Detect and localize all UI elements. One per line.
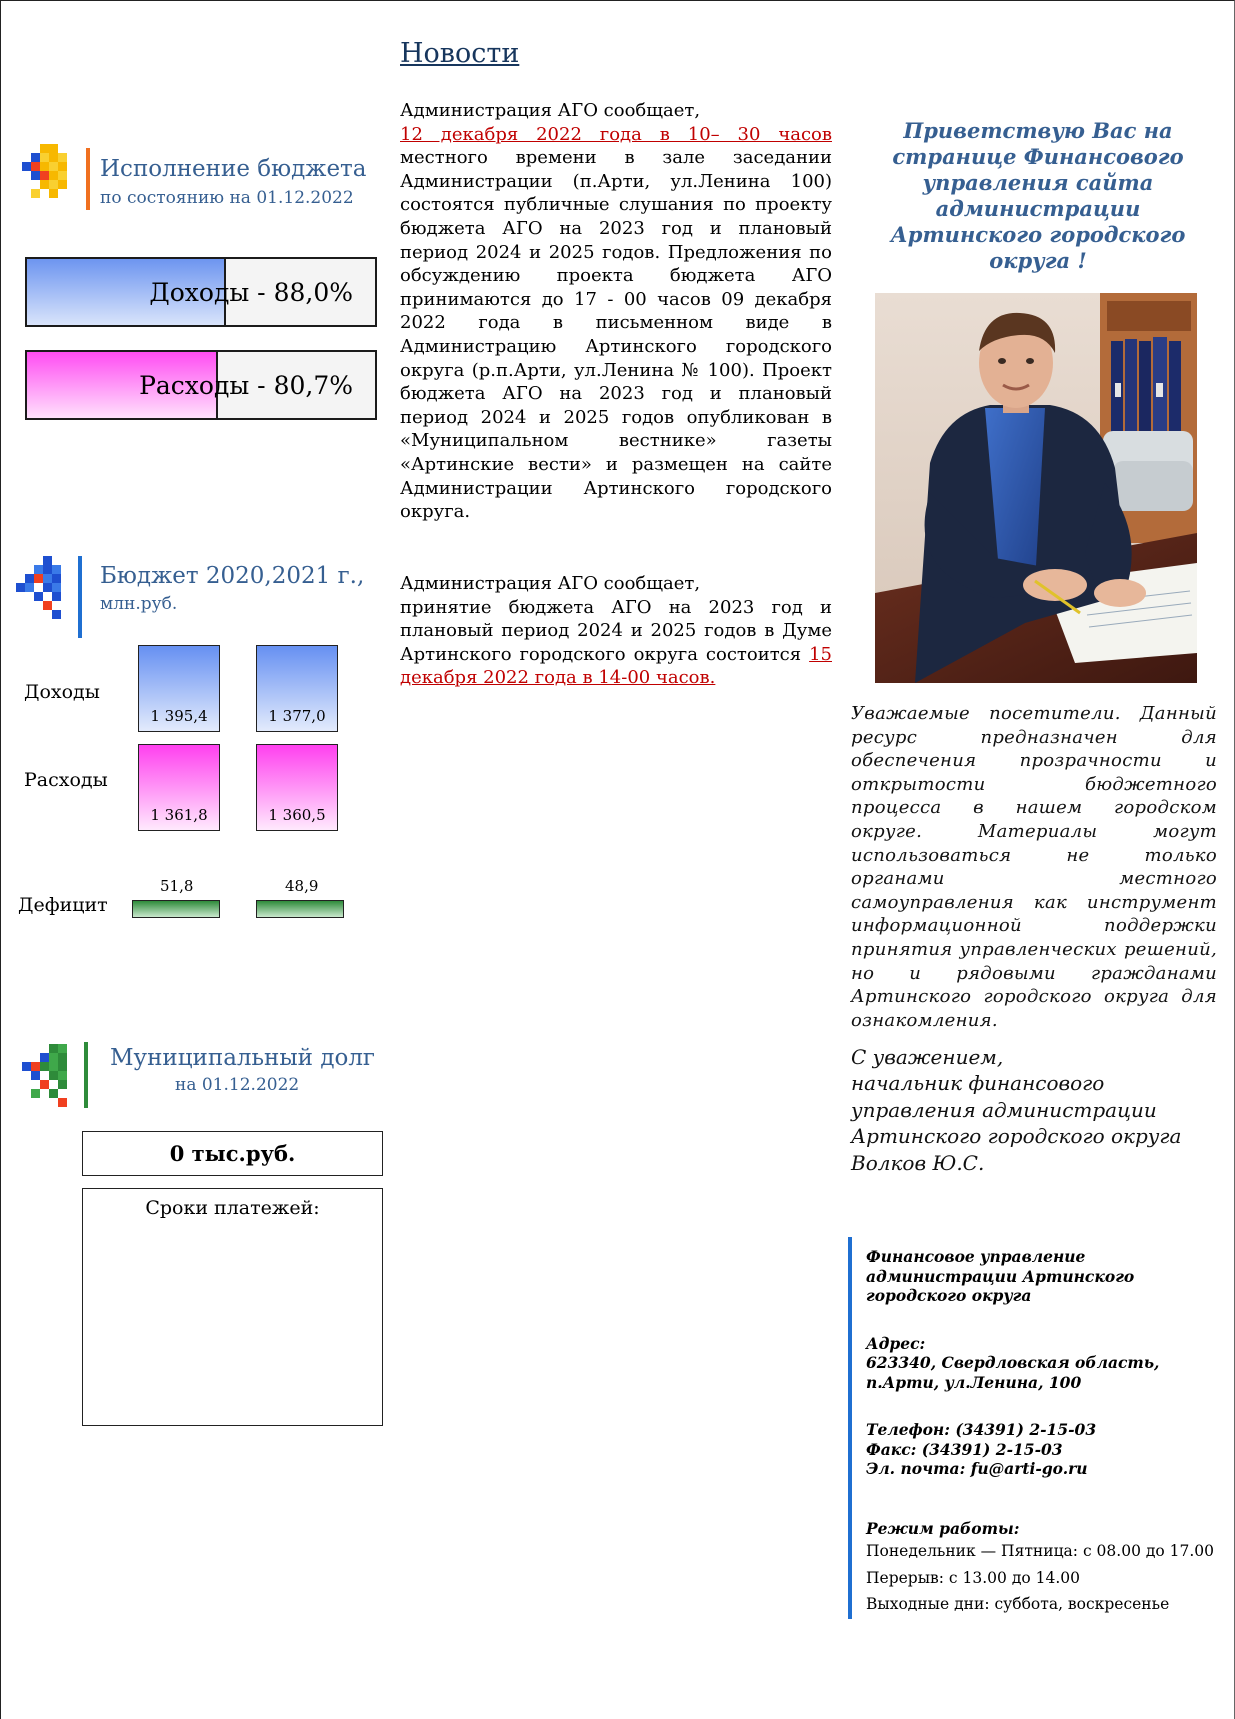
row-label-income: Доходы [24, 681, 100, 703]
contacts-org-3: городского округа [866, 1286, 1032, 1305]
news-item-2 [400, 572, 832, 690]
contacts-hours-3: Выходные дни: суббота, воскресенье [866, 1595, 1170, 1613]
contacts-hours-label: Режим работы: [866, 1518, 1020, 1538]
row-label-deficit: Дефицит [18, 894, 108, 916]
visitors-text: Уважаемые посетители. Данный ресурс предназначен для обеспечения прозрачности и открытости бюджетного процесса в нашем городском округе. Материалы могут использоваться не только органами местного самоуправления как инструмент информационной поддержки принятия управленческих решений, но и рядовыми гражданами Артинского городского округа для ознакомления. [851, 703, 1217, 1031]
contacts-block [848, 1237, 1218, 1619]
contacts-hours-2: Перерыв: с 13.00 до 14.00 [866, 1569, 1081, 1587]
expense-value-1: 1 361,8 [150, 806, 208, 824]
greeting-text: Приветствую Вас на странице Финансового управления сайта администрации Артинского городского округа ! [890, 118, 1186, 273]
news-item-2-body: принятие бюджета АГО на 2023 год и плановый период 2024 и 2025 годов в Думе Артинского городского округа состоится [400, 596, 832, 665]
official-photo-illustration [875, 293, 1197, 683]
expense-box-2 [256, 744, 338, 831]
deficit-value-2: 48,9 [285, 877, 319, 895]
signature-line-5: Волков Ю.С. [851, 1151, 985, 1175]
income-value-2: 1 377,0 [268, 707, 326, 725]
deficit-bar-1 [132, 900, 220, 918]
expense-progress-box [25, 350, 377, 420]
debt-amount-box [82, 1131, 383, 1176]
news-title[interactable]: Новости [400, 38, 520, 69]
news-item-1-date-link[interactable]: 12 декабря 2022 года в 10– 30 часов [400, 123, 832, 145]
contacts-address-1: 623340, Свердловская область, [866, 1353, 1160, 1372]
deficit-bar-2 [256, 900, 344, 918]
payment-terms-box [82, 1188, 383, 1426]
debt-amount: 0 тыс.руб. [169, 1141, 296, 1166]
signature-line-1: С уважением, [851, 1045, 1004, 1069]
news-item-1 [400, 99, 832, 524]
news-item-2-text [400, 596, 832, 690]
contacts-phone: Телефон: (34391) 2-15-03 [866, 1420, 1097, 1439]
payment-terms-label: Сроки платежей: [145, 1197, 320, 1219]
signature-line-4: Артинского городского округа [851, 1124, 1182, 1148]
budget-years-title: Бюджет 2020,2021 г., [100, 563, 365, 589]
news-item-1-lead: Администрация АГО сообщает, [400, 100, 701, 121]
expense-box-1 [138, 744, 220, 831]
official-photo [875, 293, 1197, 683]
budget-execution-title: Исполнение бюджета [100, 156, 367, 182]
budget-execution-subtitle: по состоянию на 01.12.2022 [100, 188, 354, 208]
income-progress-label: Доходы - 88,0% [149, 277, 353, 307]
contacts-address-label: Адрес: [866, 1333, 926, 1353]
news-item-1-body: местного времени в зале заседании Администрации (п.Арти, ул.Ленина 100) состоятся публичные слушания по проекту бюджета АГО на 2023 год и плановый период 2024 и 2025 годов. Предложения по обсуждению проекта бюджета АГО принимаются до 17 - 00 часов 09 декабря 2022 года в письменном виде в Администрацию Артинского городского округа (р.п.Арти, ул.Ленина № 100). Проект бюджета АГО на 2023 год и плановый период 2024 и 2025 годов опубликован в «Муниципальном вестнике» газеты «Артинские вести» и размещен на сайте Администрации Артинского городского округа. [400, 147, 832, 523]
income-box-2 [256, 645, 338, 732]
municipal-debt-subtitle: на 01.12.2022 [175, 1075, 300, 1095]
news-item-2-date-link[interactable]: 15 декабря 2022 года в 14-00 часов. [400, 643, 832, 689]
contacts-org-1: Финансовое управление [866, 1247, 1086, 1266]
contacts-address-2: п.Арти, ул.Ленина, 100 [866, 1372, 1082, 1392]
deficit-value-1: 51,8 [160, 877, 194, 895]
signature-line-2: начальник финансового [851, 1071, 1105, 1095]
income-progress-box [25, 257, 377, 327]
contacts-org-2: администрации Артинского [866, 1266, 1135, 1286]
contacts-fax: Факс: (34391) 2-15-03 [866, 1439, 1063, 1459]
news-item-2-lead: Администрация АГО сообщает, [400, 573, 701, 594]
orange-pixel-logo-icon [18, 142, 74, 218]
income-value-1: 1 395,4 [150, 707, 208, 725]
signature-line-3: управления администрации [851, 1098, 1157, 1122]
blue-pixel-logo-icon [12, 556, 68, 632]
news-item-1-text [400, 123, 832, 524]
expense-value-2: 1 360,5 [268, 806, 326, 824]
contacts-hours-1: Понедельник — Пятница: с 08.00 до 17.00 [866, 1542, 1215, 1560]
expense-progress-label: Расходы - 80,7% [139, 370, 353, 400]
contacts-email[interactable]: Эл. почта: fu@arti-go.ru [866, 1459, 1088, 1478]
income-box-1 [138, 645, 220, 732]
municipal-debt-title: Муниципальный долг [110, 1045, 375, 1071]
green-pixel-logo-icon [18, 1042, 74, 1118]
budget-years-subtitle: млн.руб. [100, 594, 178, 614]
row-label-expenses: Расходы [24, 769, 108, 791]
